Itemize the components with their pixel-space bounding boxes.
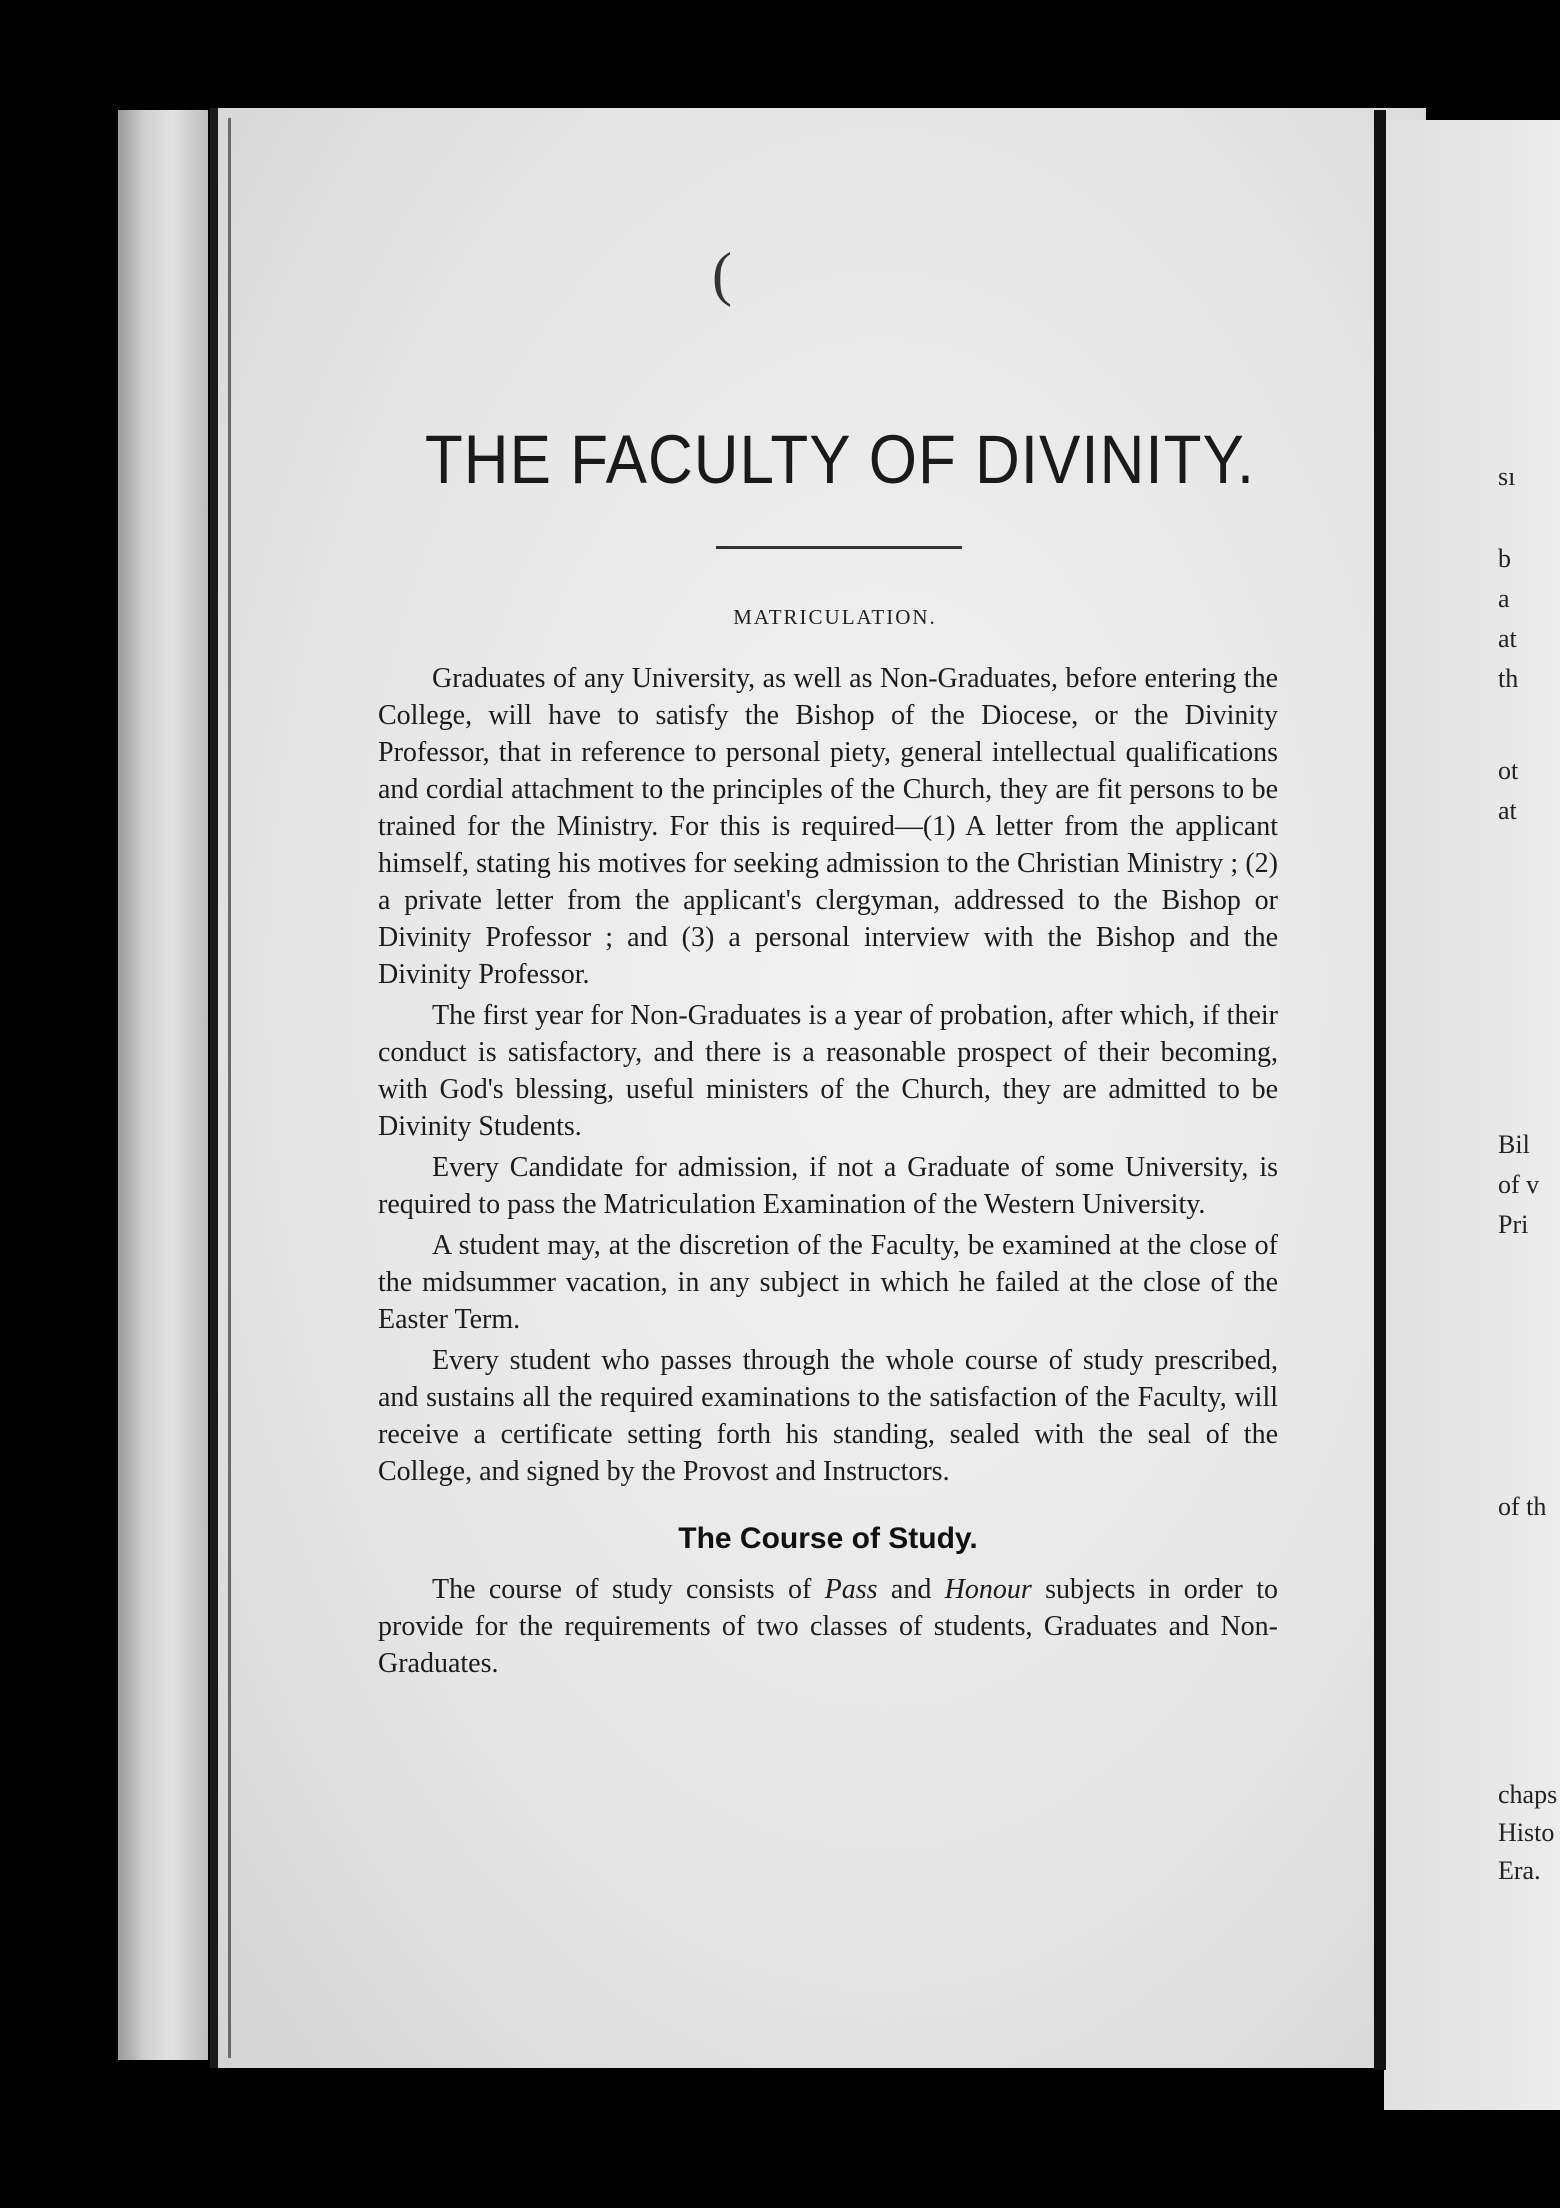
paragraph-graduates: Graduates of any University, as well as Non-Graduates, before entering the College, will have to satisfy the Bishop of the Diocese, or the Divinity Professor, that in reference to personal piety, general intellectual qualifications and cordial attachment to the principles of the Church, they are fit persons to be trained for the Ministry. For this is required—(1) A letter from the applicant himself, stating his motives for seeking admission to the Christian Ministry ; (2) a private letter from the applicant's clergyman, addressed to the Bishop or Divinity Professor ; and (3) a personal interview with the Bishop and the Divinity Professor.	[378, 663, 1278, 990]
course-text-part: The course of study consists of	[432, 1574, 825, 1605]
paragraph-probation: The first year for Non-Graduates is a year of probation, after which, if their conduct is satisfactory, and there is a reasonable prospect of their becoming, with God's blessing, useful ministers of the Church, they are admitted to be Divinity Students.	[378, 1000, 1278, 1142]
right-page-fragment: a	[1498, 584, 1510, 613]
right-page-fragment: of th	[1498, 1492, 1547, 1521]
right-page-fragment: Histo	[1498, 1818, 1555, 1847]
stray-ink-mark: (	[712, 241, 732, 307]
course-text-part: subjects in order to provide for the requirements of two classes of students, Graduates and Non-Graduates.	[378, 1574, 1278, 1679]
page-title: THE FACULTY OF DIVINITY.	[424, 422, 1256, 499]
course-pass-term: Pass	[824, 1574, 878, 1605]
page-edge-line	[228, 118, 231, 2058]
right-page-fragment: at	[1498, 624, 1517, 653]
course-honour-term: Honour	[944, 1574, 1032, 1605]
right-page-fragment: Bil	[1498, 1130, 1530, 1159]
right-page-fragment: Pri	[1498, 1210, 1529, 1239]
right-page-fragment: b	[1498, 544, 1511, 573]
page-gutter	[1374, 110, 1386, 2070]
right-page-fragment: th	[1498, 664, 1519, 693]
right-page-fragment: of v	[1498, 1170, 1540, 1199]
book-binding	[118, 110, 208, 2060]
body-text	[378, 660, 1278, 1686]
right-page-fragment: ot	[1498, 756, 1519, 785]
paragraph-examination: A student may, at the discretion of the Faculty, be examined at the close of the midsummer vacation, in any subject in which he failed at the close of the Easter Term.	[378, 1230, 1278, 1335]
section-heading-matriculation: MATRICULATION.	[733, 605, 937, 629]
right-page-fragment: sı	[1498, 462, 1516, 491]
paragraph-certificate: Every student who passes through the whole course of study prescribed, and sustains all the required examinations to the satisfaction of the Faculty, will receive a certificate setting forth his standing, sealed with the seal of the College, and signed by the Provost and Instructors.	[378, 1345, 1278, 1487]
paragraph-course	[378, 1571, 1278, 1682]
right-page-edge	[1384, 120, 1560, 2110]
paragraph-candidate: Every Candidate for admission, if not a Graduate of some University, is required to pass the Matriculation Examination of the Western University.	[378, 1152, 1278, 1220]
section-heading-course-of-study: The Course of Study.	[678, 1522, 978, 1555]
title-rule	[716, 546, 962, 549]
right-page-fragment: Era.	[1498, 1856, 1541, 1885]
right-page-fragment: chaps	[1498, 1780, 1558, 1809]
right-page-fragment: at	[1498, 796, 1517, 825]
course-text-part: and	[877, 1574, 945, 1605]
